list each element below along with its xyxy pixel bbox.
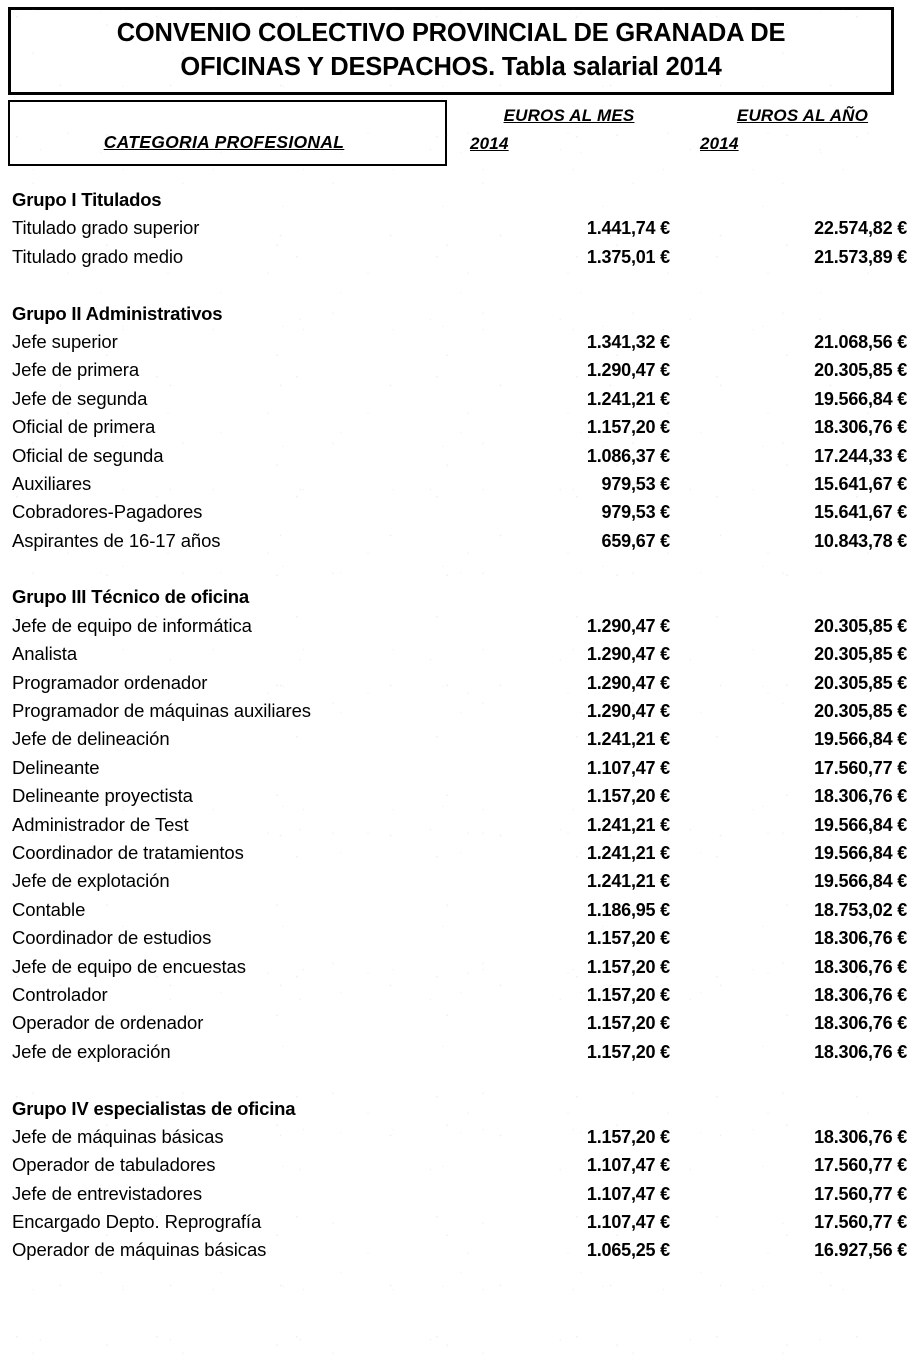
- table-row: [0, 981, 917, 1009]
- row-month-value: 1.157,20 €: [586, 984, 670, 1005]
- row-year-value: 18.306,76 €: [814, 1013, 907, 1034]
- table-row: [0, 413, 917, 441]
- row-month-value: 1.107,47 €: [586, 757, 670, 778]
- table-row: [0, 1180, 917, 1208]
- row-year-value: 21.068,56 €: [814, 331, 907, 352]
- table-row: [0, 612, 917, 640]
- table-row: [0, 1038, 917, 1066]
- table-row: [0, 1009, 917, 1037]
- row-month-value: 1.107,47 €: [586, 1155, 670, 1176]
- row-month-value: 1.290,47 €: [586, 644, 670, 665]
- row-month-value: 659,67 €: [601, 530, 670, 551]
- table-row: [0, 1236, 917, 1264]
- row-month-value: 1.157,20 €: [586, 928, 670, 949]
- row-month-value: 1.157,20 €: [586, 1126, 670, 1147]
- row-category-label: Operador de tabuladores: [12, 1154, 216, 1176]
- row-month-value: 1.341,32 €: [586, 331, 670, 352]
- row-month-value: 1.086,37 €: [586, 445, 670, 466]
- row-category-label: Delineante proyectista: [12, 785, 193, 807]
- table-row: [0, 1208, 917, 1236]
- row-year-value: 17.560,77 €: [814, 1212, 907, 1233]
- table-row: [0, 442, 917, 470]
- row-year-value: 18.306,76 €: [814, 956, 907, 977]
- row-month-value: 1.186,95 €: [586, 899, 670, 920]
- table-row: [0, 811, 917, 839]
- salary-table-body: [0, 186, 917, 1265]
- title-line-1: CONVENIO COLECTIVO PROVINCIAL DE GRANADA DE: [116, 19, 786, 48]
- table-row: [0, 754, 917, 782]
- table-row: [0, 697, 917, 725]
- row-month-value: 1.290,47 €: [586, 672, 670, 693]
- row-year-value: 15.641,67 €: [814, 473, 907, 494]
- row-category-label: Jefe de exploración: [12, 1040, 171, 1062]
- row-year-value: 19.566,84 €: [814, 814, 907, 835]
- table-row: [0, 1123, 917, 1151]
- row-month-value: 1.157,20 €: [586, 956, 670, 977]
- row-month-value: 1.290,47 €: [586, 360, 670, 381]
- spacer-row: [0, 271, 917, 299]
- row-year-value: 20.305,85 €: [814, 615, 907, 636]
- row-year-value: 10.843,78 €: [814, 530, 907, 551]
- row-month-value: 979,53 €: [601, 502, 670, 523]
- row-month-value: 979,53 €: [601, 473, 670, 494]
- table-row: [0, 953, 917, 981]
- row-year-value: 17.560,77 €: [814, 757, 907, 778]
- table-row: [0, 867, 917, 895]
- row-category-label: Delineante: [12, 756, 100, 778]
- row-month-value: 1.065,25 €: [586, 1240, 670, 1261]
- table-row: [0, 328, 917, 356]
- row-category-label: Analista: [12, 643, 78, 665]
- table-row: [0, 640, 917, 668]
- table-row: [0, 725, 917, 753]
- row-category-label: Jefe de máquinas básicas: [12, 1125, 224, 1147]
- row-year-value: 20.305,85 €: [814, 644, 907, 665]
- table-row: [0, 924, 917, 952]
- group-heading-row: [0, 300, 917, 328]
- row-year-value: 17.560,77 €: [814, 1183, 907, 1204]
- row-category-label: Cobradores-Pagadores: [12, 501, 203, 523]
- row-year-value: 18.753,02 €: [814, 899, 907, 920]
- row-year-value: 17.244,33 €: [814, 445, 907, 466]
- group-heading-row: [0, 186, 917, 214]
- table-row: [0, 470, 917, 498]
- row-year-value: 18.306,76 €: [814, 1041, 907, 1062]
- row-category-label: Jefe de delineación: [12, 728, 170, 750]
- group-heading-label: Grupo III Técnico de oficina: [12, 586, 249, 608]
- spacer-row: [0, 555, 917, 583]
- row-category-label: Jefe de segunda: [12, 387, 148, 409]
- table-row: [0, 782, 917, 810]
- title-line-2: OFICINAS Y DESPACHOS. Tabla salarial 2014: [180, 53, 722, 81]
- column-header-year: EUROS AL AÑO: [736, 106, 869, 125]
- row-year-value: 15.641,67 €: [814, 502, 907, 523]
- row-year-value: 18.306,76 €: [814, 928, 907, 949]
- row-month-value: 1.157,20 €: [586, 786, 670, 807]
- row-month-value: 1.441,74 €: [586, 218, 670, 239]
- row-category-label: Jefe de primera: [12, 359, 140, 381]
- row-category-label: Encargado Depto. Reprografía: [12, 1211, 262, 1233]
- row-category-label: Coordinador de estudios: [12, 927, 212, 949]
- row-month-value: 1.157,20 €: [586, 1013, 670, 1034]
- row-category-label: Oficial de primera: [12, 416, 156, 438]
- row-year-value: 20.305,85 €: [814, 360, 907, 381]
- row-year-value: 20.305,85 €: [814, 701, 907, 722]
- row-month-value: 1.375,01 €: [586, 246, 670, 267]
- row-category-label: Auxiliares: [12, 472, 92, 494]
- row-category-label: Programador de máquinas auxiliares: [12, 700, 311, 722]
- table-row: [0, 1151, 917, 1179]
- table-row: [0, 839, 917, 867]
- row-category-label: Controlador: [12, 983, 108, 1005]
- row-month-value: 1.290,47 €: [586, 615, 670, 636]
- row-category-label: Operador de ordenador: [12, 1012, 204, 1034]
- row-category-label: Administrador de Test: [12, 813, 189, 835]
- group-heading-row: [0, 1095, 917, 1123]
- row-year-value: 16.927,56 €: [814, 1240, 907, 1261]
- row-year-value: 19.566,84 €: [814, 729, 907, 750]
- row-year-value: 18.306,76 €: [814, 786, 907, 807]
- row-month-value: 1.107,47 €: [586, 1212, 670, 1233]
- row-category-label: Contable: [12, 898, 86, 920]
- row-year-value: 21.573,89 €: [814, 246, 907, 267]
- document-title-box: [8, 7, 894, 95]
- row-month-value: 1.157,20 €: [586, 417, 670, 438]
- row-category-label: Jefe de equipo de informática: [12, 614, 252, 636]
- row-month-value: 1.107,47 €: [586, 1183, 670, 1204]
- row-category-label: Operador de máquinas básicas: [12, 1239, 267, 1261]
- column-header-month-year: 2014: [470, 134, 509, 153]
- row-category-label: Programador ordenador: [12, 671, 208, 693]
- row-month-value: 1.241,21 €: [586, 814, 670, 835]
- row-year-value: 18.306,76 €: [814, 1126, 907, 1147]
- row-year-value: 18.306,76 €: [814, 417, 907, 438]
- table-row: [0, 669, 917, 697]
- row-category-label: Titulado grado superior: [12, 217, 200, 239]
- row-category-label: Jefe de explotación: [12, 870, 170, 892]
- row-month-value: 1.241,21 €: [586, 842, 670, 863]
- row-category-label: Jefe superior: [12, 330, 118, 352]
- row-category-label: Coordinador de tratamientos: [12, 841, 244, 863]
- table-row: [0, 896, 917, 924]
- table-row: [0, 385, 917, 413]
- row-month-value: 1.241,21 €: [586, 871, 670, 892]
- row-month-value: 1.241,21 €: [586, 729, 670, 750]
- column-header-month: EUROS AL MES: [503, 106, 635, 125]
- row-category-label: Aspirantes de 16-17 años: [12, 529, 221, 551]
- row-year-value: 19.566,84 €: [814, 842, 907, 863]
- spacer-row: [0, 1066, 917, 1094]
- group-heading-row: [0, 583, 917, 611]
- row-year-value: 18.306,76 €: [814, 984, 907, 1005]
- row-month-value: 1.241,21 €: [586, 388, 670, 409]
- row-category-label: Jefe de entrevistadores: [12, 1182, 203, 1204]
- row-month-value: 1.157,20 €: [586, 1041, 670, 1062]
- table-row: [0, 356, 917, 384]
- table-row: [0, 243, 917, 271]
- column-header-category: CATEGORIA PROFESIONAL: [103, 132, 345, 152]
- row-category-label: Oficial de segunda: [12, 444, 164, 466]
- row-month-value: 1.290,47 €: [586, 701, 670, 722]
- row-category-label: Titulado grado medio: [12, 245, 184, 267]
- row-category-label: Jefe de equipo de encuestas: [12, 955, 246, 977]
- row-year-value: 17.560,77 €: [814, 1155, 907, 1176]
- row-year-value: 20.305,85 €: [814, 672, 907, 693]
- column-header-year-year: 2014: [700, 134, 739, 153]
- group-heading-label: Grupo II Administrativos: [12, 302, 223, 324]
- group-heading-label: Grupo IV especialistas de oficina: [12, 1097, 296, 1119]
- row-year-value: 22.574,82 €: [814, 218, 907, 239]
- row-year-value: 19.566,84 €: [814, 388, 907, 409]
- row-year-value: 19.566,84 €: [814, 871, 907, 892]
- group-heading-label: Grupo I Titulados: [12, 189, 162, 210]
- table-row: [0, 527, 917, 555]
- table-row: [0, 498, 917, 526]
- table-row: [0, 214, 917, 242]
